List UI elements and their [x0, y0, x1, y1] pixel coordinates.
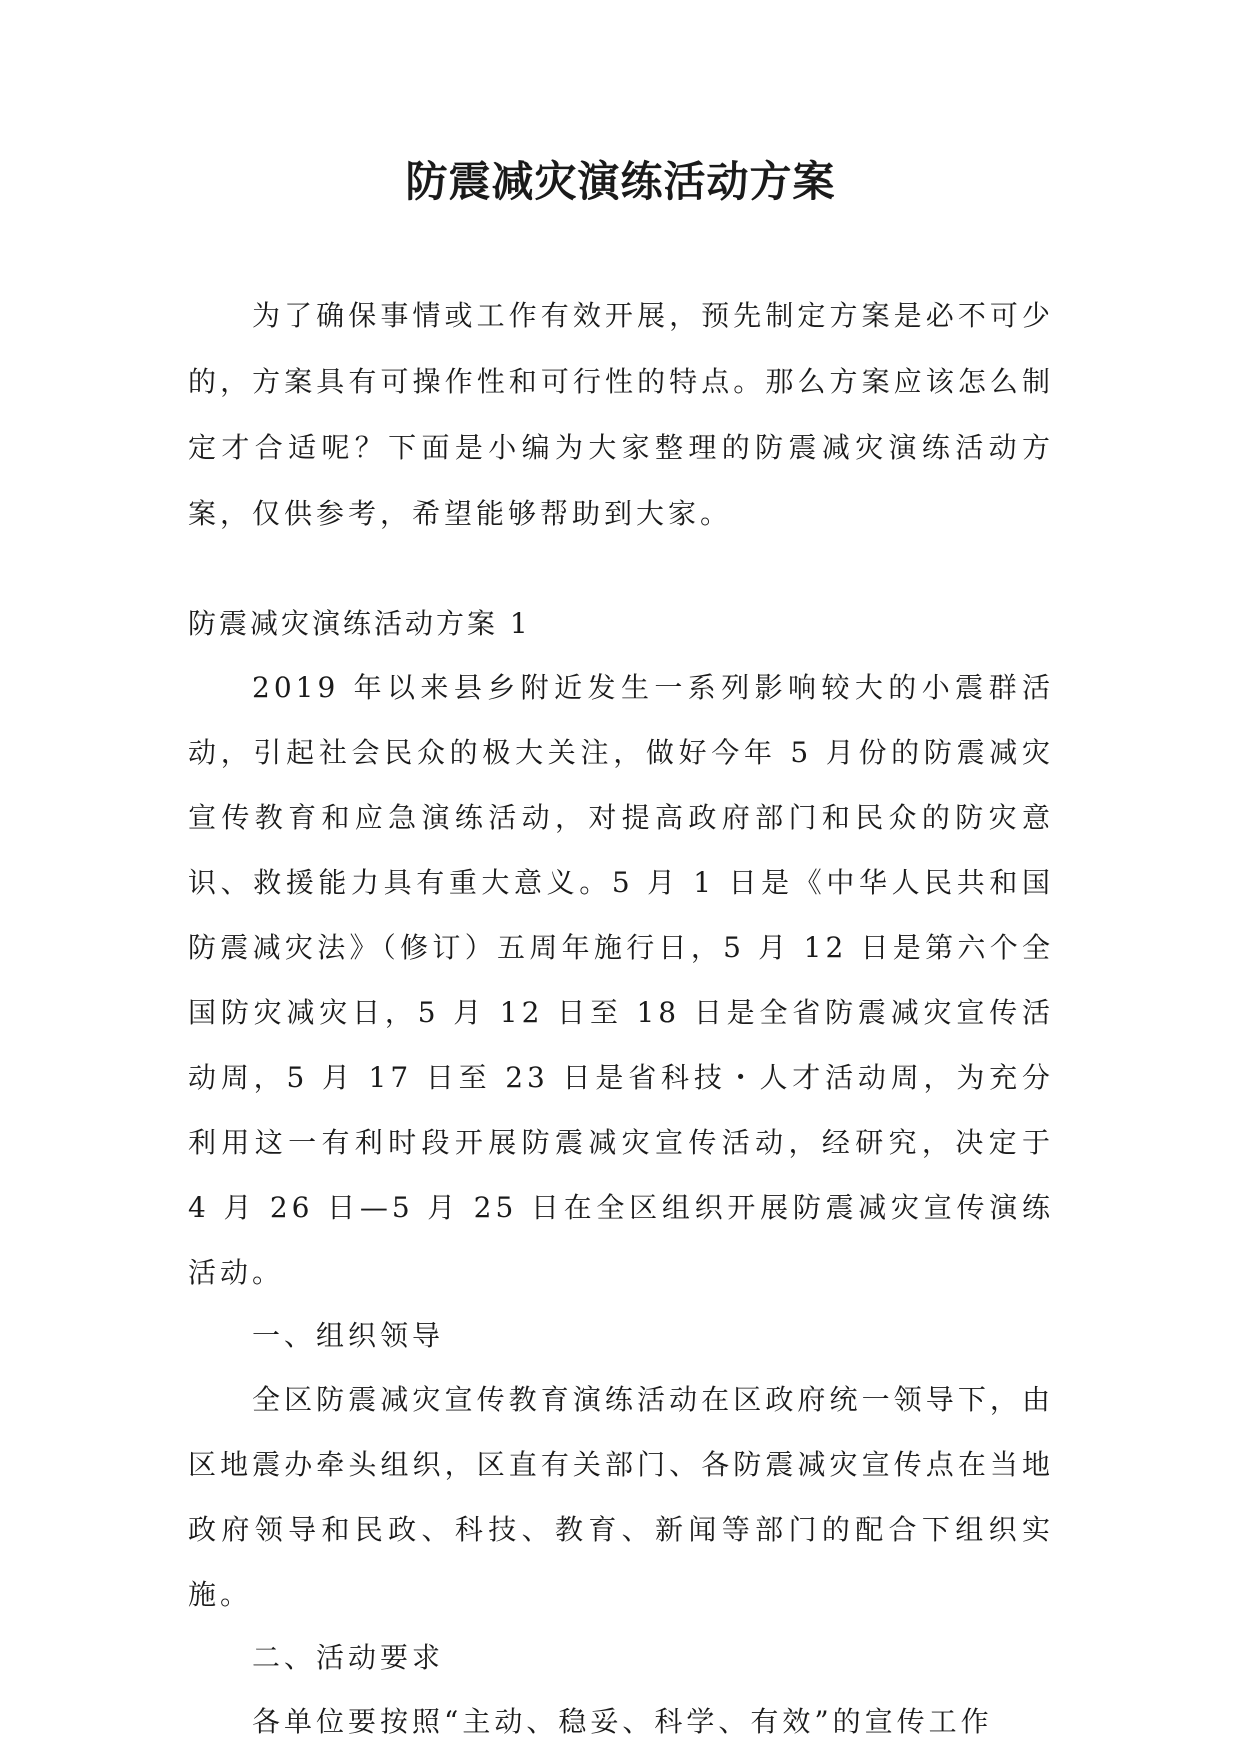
body-paragraph-2: 全区防震减灾宣传教育演练活动在区政府统一领导下，由区地震办牵头组织，区直有关部门、各防震减灾宣传点在当地政府领导和民政、科技、教育、新闻等部门的配合下组织实施。: [188, 1383, 1054, 1611]
section-title: 防震减灾演练活动方案 1: [188, 607, 531, 640]
section-heading-requirements: 二、活动要求: [252, 1641, 445, 1674]
intro-paragraph: 为了确保事情或工作有效开展，预先制定方案是必不可少的，方案具有可操作性和可行性的特点。那么方案应该怎么制定才合适呢？下面是小编为大家整理的防震减灾演练活动方案，仅供参考，希望能够帮助到大家。: [188, 299, 1054, 530]
body-paragraph-1: 2019 年以来县乡附近发生一系列影响较大的小震群活动，引起社会民众的极大关注，做好今年 5 月份的防震减灾宣传教育和应急演练活动，对提高政府部门和民众的防灾意识、救援能力具有重大意义。5 月 1 日是《中华人民共和国防震减灾法》（修订）五周年施行日，5 月 12 日是第六个全国防灾减灾日，5 月 12 日至 18 日是全省防震减灾宣传活动周，5 月 17 日至 23 日是省科技・人才活动周，为充分利用这一有利时段开展防震减灾宣传活动，经研究，决定于 4 月 26 日—5 月 25 日在全区组织开展防震减灾宣传演练活动。: [188, 671, 1054, 1289]
section-heading-organization: 一、组织领导: [252, 1319, 445, 1352]
document-body: [188, 283, 1054, 1754]
body-paragraph-3: 各单位要按照“主动、稳妥、科学、有效”的宣传工作: [252, 1705, 993, 1738]
document-title: 防震减灾演练活动方案: [405, 157, 836, 206]
